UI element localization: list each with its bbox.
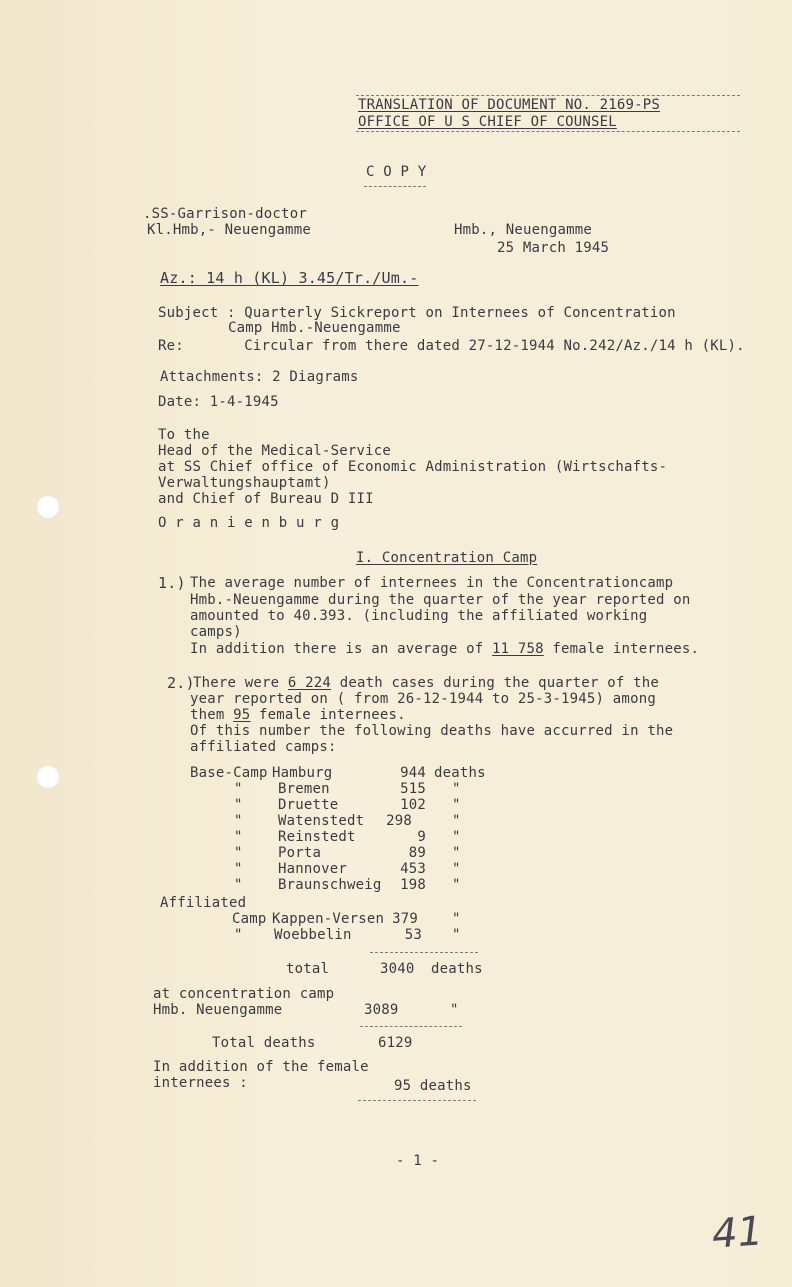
affiliated-label: Affiliated — [160, 895, 247, 911]
table-row-name: Braunschweig — [278, 877, 382, 893]
punch-hole — [36, 765, 60, 789]
section-title: I. Concentration Camp — [356, 550, 538, 566]
table-row-unit: " — [452, 911, 461, 927]
table-row-name: Bremen — [278, 781, 330, 797]
para1-line-5c: female internees. — [543, 641, 700, 657]
table-row-unit: " — [452, 797, 461, 813]
grand-total-count: 6129 — [378, 1035, 413, 1051]
para2-line-2: year reported on ( from 26-12-1944 to 25-3-1945) among — [190, 691, 656, 707]
para2-line-5: affiliated camps: — [190, 739, 337, 755]
female-average: 11 758 — [492, 641, 544, 657]
table-row-unit: " — [452, 927, 461, 943]
table-row-prefix: " — [234, 797, 243, 813]
para2-number: 2.) — [167, 674, 195, 692]
table-row-name: Hannover — [278, 861, 348, 877]
table-row-prefix: Camp — [232, 911, 267, 927]
table-row-unit: deaths — [434, 765, 486, 781]
para2-line-1a: There were — [193, 675, 288, 691]
para1-line-2: Hmb.-Neuengamme during the quarter of the year reported on — [190, 592, 691, 608]
copy-label: C O P Y — [366, 164, 427, 180]
handwritten-page-number: 41 — [710, 1208, 765, 1258]
para1-line-5a: In addition there is an average of — [190, 641, 493, 657]
table-row-prefix: " — [234, 845, 243, 861]
punch-hole — [36, 495, 60, 519]
table-row-prefix: " — [234, 877, 243, 893]
cc-count: 3089 — [364, 1002, 399, 1018]
cc-label-2: Hmb. Neuengamme — [153, 1002, 283, 1018]
page-number: - 1 - — [396, 1153, 440, 1169]
table-row-prefix: " — [234, 829, 243, 845]
table-row-name: Druette — [278, 797, 339, 813]
office-heading: OFFICE OF U S CHIEF OF COUNSEL — [358, 114, 617, 130]
female-rule — [358, 1100, 476, 1101]
para2-line-1 — [193, 675, 659, 691]
table-row-prefix: " — [234, 813, 243, 829]
addressee-line-5: and Chief of Bureau D III — [158, 491, 374, 507]
header-bottom-rule — [356, 131, 740, 132]
grand-total-rule — [360, 1026, 462, 1027]
table-row-count: 515 — [400, 781, 426, 797]
sender-place: Hmb., Neuengamme — [454, 222, 593, 238]
female-deaths: 95 deaths — [394, 1078, 472, 1094]
attachments-line: Attachments: 2 Diagrams — [160, 369, 359, 385]
table-row-prefix: " — [234, 781, 243, 797]
female-deaths-count: 95 — [233, 707, 251, 723]
subject-line-1: Subject : Quarterly Sickreport on Internees of Concentration — [158, 305, 676, 321]
table-row-unit: " — [452, 813, 461, 829]
para1-number: 1.) — [158, 574, 186, 592]
re-line: Re: Circular from there dated 27-12-1944 No.242/Az./14 h (KL). — [158, 338, 745, 354]
table-row-name: Watenstedt — [278, 813, 365, 829]
addressee-line-3: at SS Chief office of Economic Administration (Wirtschafts- — [158, 459, 668, 475]
table-row-name: Kappen-Versen — [272, 911, 385, 927]
reference-number: Az.: 14 h (KL) 3.45/Tr./Um.- — [160, 269, 419, 287]
sender-line-1: .SS-Garrison-doctor — [143, 206, 307, 222]
translation-heading: TRANSLATION OF DOCUMENT NO. 2169-PS — [358, 97, 661, 113]
grand-total-label: Total deaths — [212, 1035, 316, 1051]
death-cases-count: 6 224 — [287, 675, 332, 691]
table-row-count: 102 — [400, 797, 426, 813]
para2-line-3 — [190, 707, 406, 723]
table-row-count: 453 — [400, 861, 426, 877]
total-unit: deaths — [431, 961, 483, 977]
table-row-count: 198 — [400, 877, 426, 893]
header-top-rule — [356, 95, 740, 96]
total-label: total — [286, 961, 330, 977]
table-row-name: Reinstedt — [278, 829, 356, 845]
total-count: 3040 — [380, 961, 415, 977]
para1-line-5 — [190, 641, 699, 657]
table-row-count: 298 — [386, 813, 412, 829]
table-row-unit: " — [452, 877, 461, 893]
table-row-prefix: " — [234, 927, 243, 943]
addressee-line-2: Head of the Medical-Service — [158, 443, 391, 459]
table-row-prefix: Base-Camp — [190, 765, 268, 781]
cc-label-1: at concentration camp — [153, 986, 335, 1002]
addressee-city: O r a n i e n b u r g — [158, 515, 340, 531]
table-row-prefix: " — [234, 861, 243, 877]
sender-date: 25 March 1945 — [497, 240, 610, 256]
para2-line-3a: them — [190, 707, 234, 723]
table-row-count: 9 — [417, 829, 426, 845]
addressee-line-1: To the — [158, 427, 210, 443]
table-row-count: 379 — [392, 911, 418, 927]
table-row-unit: " — [452, 861, 461, 877]
para2-line-3c: female internees. — [250, 707, 406, 723]
table-row-count: 944 — [400, 765, 426, 781]
para1-line-4: camps) — [190, 624, 242, 640]
date-line: Date: 1-4-1945 — [158, 394, 279, 410]
table-row-unit: " — [452, 845, 461, 861]
para2-line-1c: death cases during the quarter of the — [331, 675, 659, 691]
cc-unit: " — [450, 1002, 459, 1018]
table-row-count: 53 — [404, 927, 422, 943]
subject-line-2: Camp Hmb.-Neuengamme — [228, 320, 401, 336]
table-row-unit: " — [452, 829, 461, 845]
sender-line-2: Kl.Hmb,- Neuengamme — [147, 222, 311, 238]
para2-line-4: Of this number the following deaths have accurred in the — [190, 723, 674, 739]
para1-line-1: The average number of internees in the Concentrationcamp — [190, 575, 674, 591]
table-row-name: Hamburg — [272, 765, 333, 781]
total-rule — [370, 952, 478, 953]
copy-underline — [364, 186, 426, 187]
female-label-1: In addition of the female — [153, 1059, 369, 1075]
table-row-unit: " — [452, 781, 461, 797]
table-row-name: Woebbelin — [274, 927, 352, 943]
table-row-name: Porta — [278, 845, 322, 861]
para1-line-3: amounted to 40.393. (including the affiliated working — [190, 608, 648, 624]
table-row-count: 89 — [408, 845, 426, 861]
female-label-2: internees : — [153, 1075, 248, 1091]
addressee-line-4: Verwaltungshauptamt) — [158, 475, 331, 491]
